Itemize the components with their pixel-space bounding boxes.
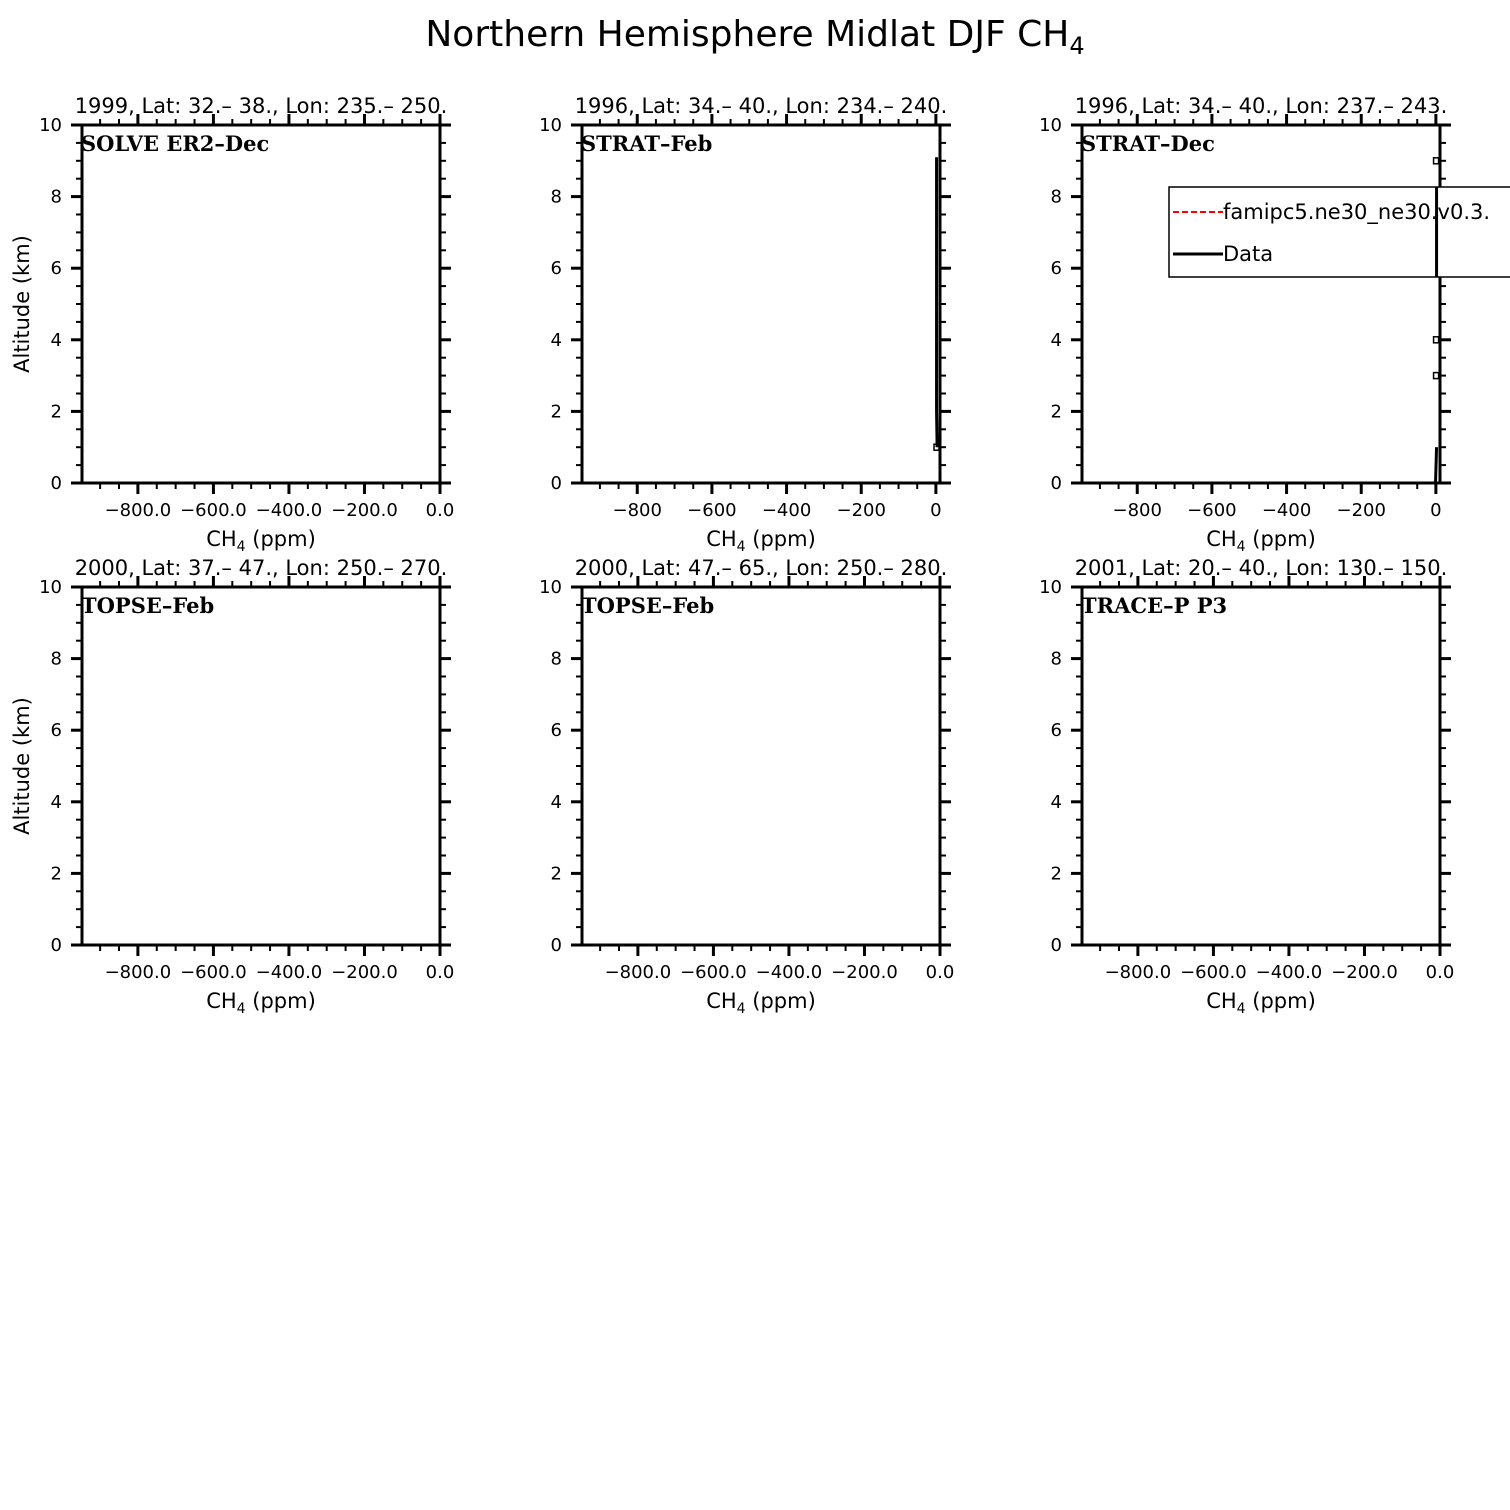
y-tick-label: 0 — [1050, 473, 1062, 494]
plot-frame — [1082, 587, 1440, 945]
plot-frame — [82, 587, 440, 945]
y-tick-label: 0 — [550, 473, 562, 494]
y-tick-label: 6 — [1050, 720, 1062, 742]
y-tick-label: 4 — [50, 329, 62, 351]
panel-1 — [10, 94, 454, 555]
y-tick-label: 6 — [550, 720, 562, 742]
x-tick-label: 0.0 — [425, 962, 455, 983]
y-tick-label: 10 — [39, 115, 62, 136]
y-tick-label: 4 — [50, 791, 62, 813]
x-tick-label: −600.0 — [180, 500, 247, 521]
y-tick-label: 2 — [1050, 401, 1062, 423]
x-tick-label: −200.0 — [831, 962, 898, 983]
x-tick-label: −800.0 — [104, 500, 172, 521]
y-axis-label: Altitude (km) — [10, 697, 34, 835]
x-tick-label: −400.0 — [1255, 962, 1323, 983]
x-axis-label — [1206, 989, 1316, 1017]
x-tick-label: −800.0 — [104, 962, 172, 983]
y-tick-label: 4 — [1050, 329, 1062, 351]
x-axis-label-sub: 4 — [1236, 539, 1246, 555]
x-axis-label-main: CH — [706, 527, 737, 551]
x-axis-label — [206, 989, 316, 1017]
y-tick-label: 8 — [1050, 186, 1062, 208]
x-tick-label: 0 — [1430, 500, 1442, 521]
y-tick-label: 2 — [550, 401, 562, 423]
panel-4 — [10, 556, 454, 1017]
x-tick-label: −400.0 — [255, 962, 323, 983]
panel-subtitle: 1999, Lat: 32.– 38., Lon: 235.– 250. — [74, 94, 448, 118]
y-tick-label: 4 — [1050, 791, 1062, 813]
panel-subtitle: 2000, Lat: 37.– 47., Lon: 250.– 270. — [74, 556, 448, 580]
campaign-label: TOPSE–Feb — [81, 593, 215, 618]
x-axis-label-sub: 4 — [1236, 1001, 1246, 1017]
x-axis-label — [706, 989, 816, 1017]
campaign-label: TRACE–P P3 — [1081, 593, 1228, 618]
panel-subtitle: 2000, Lat: 47.– 65., Lon: 250.– 280. — [574, 556, 948, 580]
y-axis-label: Altitude (km) — [10, 235, 34, 373]
x-tick-label: 0.0 — [1425, 962, 1455, 983]
x-axis-label-units: (ppm) — [1245, 527, 1316, 551]
x-tick-label: −800.0 — [604, 962, 672, 983]
y-tick-label: 10 — [539, 577, 562, 598]
x-tick-label: −800.0 — [1104, 962, 1172, 983]
x-tick-label: −800 — [1112, 500, 1162, 521]
y-tick-label: 8 — [550, 186, 562, 208]
x-tick-label: −400.0 — [755, 962, 823, 983]
x-axis-label-main: CH — [1206, 527, 1237, 551]
y-tick-label: 8 — [50, 648, 62, 670]
x-tick-label: 0.0 — [425, 500, 455, 521]
y-tick-label: 4 — [550, 329, 562, 351]
panel-5 — [539, 556, 954, 1017]
panel-subtitle: 1996, Lat: 34.– 40., Lon: 234.– 240. — [574, 94, 948, 118]
panel-subtitle: 2001, Lat: 20.– 40., Lon: 130.– 150. — [1074, 556, 1448, 580]
y-tick-label: 6 — [50, 720, 62, 742]
plot-frame — [82, 125, 440, 483]
data-marker — [1434, 373, 1439, 379]
x-tick-label: −400.0 — [255, 500, 323, 521]
legend — [1169, 187, 1510, 277]
y-tick-label: 6 — [550, 258, 562, 280]
y-tick-label: 8 — [1050, 648, 1062, 670]
plot-frame — [1082, 125, 1440, 483]
campaign-label: STRAT–Dec — [1081, 131, 1215, 156]
plot-frame — [582, 587, 940, 945]
campaign-label: SOLVE ER2–Dec — [81, 131, 270, 156]
x-tick-label: −200.0 — [331, 962, 398, 983]
legend-label: famipc5.ne30_ne30.v0.3. — [1223, 200, 1491, 224]
y-tick-label: 2 — [550, 863, 562, 885]
campaign-label: STRAT–Feb — [581, 131, 713, 156]
x-tick-label: −800 — [612, 500, 662, 521]
y-tick-label: 2 — [50, 863, 62, 885]
x-axis-label-units: (ppm) — [1245, 989, 1316, 1013]
x-tick-label: −200 — [1336, 500, 1386, 521]
y-tick-label: 10 — [39, 577, 62, 598]
x-tick-label: −600.0 — [680, 962, 747, 983]
x-axis-label-sub: 4 — [736, 539, 746, 555]
x-axis-label-sub: 4 — [736, 1001, 746, 1017]
panel-6 — [1039, 556, 1454, 1017]
x-axis-label — [706, 527, 816, 555]
x-tick-label: −400 — [761, 500, 812, 521]
x-axis-label — [206, 527, 316, 555]
x-axis-label — [1206, 527, 1316, 555]
y-tick-label: 0 — [50, 473, 62, 494]
y-tick-label: 2 — [50, 401, 62, 423]
y-tick-label: 0 — [1050, 935, 1062, 956]
x-axis-label-sub: 4 — [236, 539, 246, 555]
y-tick-label: 10 — [539, 115, 562, 136]
x-tick-label: −600 — [687, 500, 737, 521]
y-tick-label: 6 — [50, 258, 62, 280]
x-tick-label: −600.0 — [180, 962, 247, 983]
campaign-label: TOPSE–Feb — [581, 593, 715, 618]
y-tick-label: 0 — [550, 935, 562, 956]
y-tick-label: 4 — [550, 791, 562, 813]
y-tick-label: 0 — [50, 935, 62, 956]
x-axis-label-units: (ppm) — [245, 527, 316, 551]
x-axis-label-main: CH — [1206, 989, 1237, 1013]
y-tick-label: 10 — [1039, 577, 1062, 598]
x-tick-label: −200.0 — [331, 500, 398, 521]
y-tick-label: 8 — [550, 648, 562, 670]
panel-subtitle: 1996, Lat: 34.– 40., Lon: 237.– 243. — [1074, 94, 1448, 118]
x-axis-label-units: (ppm) — [245, 989, 316, 1013]
y-tick-label: 8 — [50, 186, 62, 208]
y-tick-label: 2 — [1050, 863, 1062, 885]
x-axis-label-units: (ppm) — [745, 527, 816, 551]
x-tick-label: −600.0 — [1180, 962, 1247, 983]
y-tick-label: 6 — [1050, 258, 1062, 280]
data-line — [1436, 447, 1437, 483]
x-tick-label: −200.0 — [1331, 962, 1398, 983]
x-tick-label: −400 — [1261, 500, 1312, 521]
data-marker — [1434, 337, 1439, 343]
x-tick-label: 0 — [930, 500, 942, 521]
figure-title: Northern Hemisphere Midlat DJF $CH_4$ — [425, 14, 1085, 60]
x-axis-label-main: CH — [706, 989, 737, 1013]
x-tick-label: −600 — [1187, 500, 1237, 521]
x-tick-label: −200 — [836, 500, 886, 521]
x-tick-label: 0.0 — [925, 962, 955, 983]
x-axis-label-main: CH — [206, 989, 237, 1013]
plot-frame — [582, 125, 940, 483]
y-tick-label: 10 — [1039, 115, 1062, 136]
x-axis-label-units: (ppm) — [745, 989, 816, 1013]
data-marker — [1434, 158, 1439, 164]
x-axis-label-main: CH — [206, 527, 237, 551]
panel-2 — [539, 94, 951, 555]
x-axis-label-sub: 4 — [236, 1001, 246, 1017]
legend-label: Data — [1223, 242, 1274, 266]
panel-3 — [1039, 94, 1510, 555]
